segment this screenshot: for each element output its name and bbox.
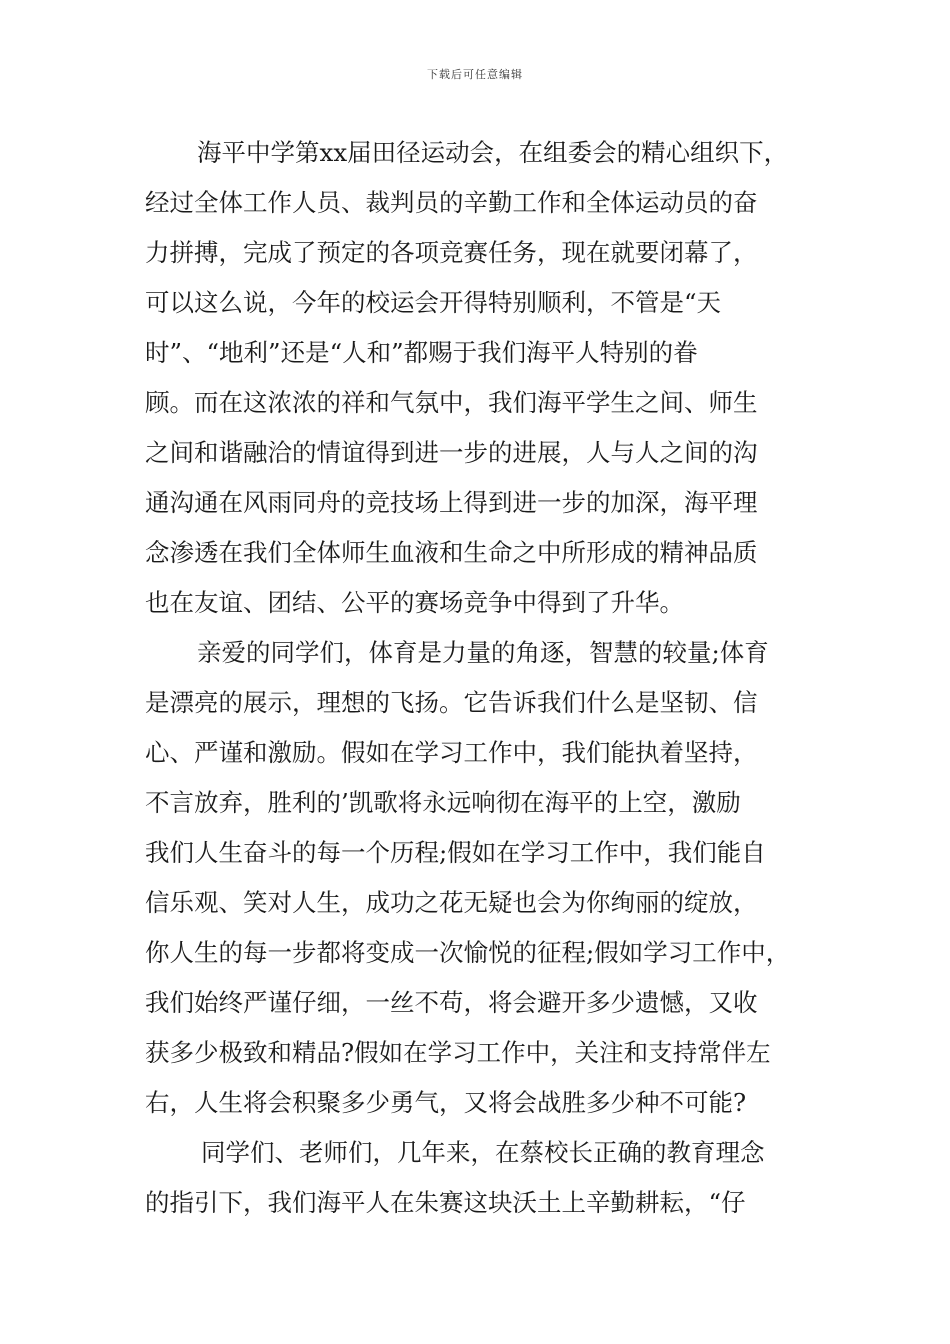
text-line: 获多少极致和精品?假如在学习工作中，关注和支持常伴左 [145, 1038, 771, 1067]
text-line: 顾。而在这浓浓的祥和气氛中，我们海平学生之间、师生 [145, 388, 758, 417]
text-line: 念渗透在我们全体师生血液和生命之中所形成的精神品质 [145, 538, 758, 567]
text-line: 心、严谨和激励。假如在学习工作中，我们能执着坚持， [145, 738, 758, 767]
document-body [145, 128, 825, 1228]
paragraph-3 [145, 1128, 825, 1228]
text-line: 我们始终严谨仔细，一丝不苟，将会避开多少遗憾，又收 [145, 988, 758, 1017]
text-line: 通沟通在风雨同舟的竞技场上得到进一步的加深，海平理 [145, 488, 758, 517]
paragraph-1 [145, 128, 825, 628]
text-line: 是漂亮的展示，理想的飞扬。它告诉我们什么是坚韧、信 [145, 688, 758, 717]
text-line: 同学们、老师们，几年来，在蔡校长正确的教育理念 [201, 1138, 765, 1167]
text-line: 时”、“地利”还是“人和”都赐于我们海平人特别的眷 [145, 338, 698, 367]
text-line: 你人生的每一步都将变成一次愉悦的征程;假如学习工作中， [145, 938, 791, 967]
text-line: 不言放弃，胜利的’凯歌将永远响彻在海平的上空，激励 [145, 788, 741, 817]
paragraph-2 [145, 628, 825, 1128]
text-line: 我们人生奋斗的每一个历程;假如在学习工作中，我们能自 [145, 838, 766, 867]
text-line: 之间和谐融洽的情谊得到进一步的进展，人与人之间的沟 [145, 438, 758, 467]
text-line: 经过全体工作人员、裁判员的辛勤工作和全体运动员的奋 [145, 188, 758, 217]
text-line: 的指引下，我们海平人在朱赛这块沃土上辛勤耕耘，“仔 [145, 1188, 746, 1217]
text-line: 亲爱的同学们，体育是力量的角逐，智慧的较量;体育 [197, 638, 769, 667]
header-note: 下载后可任意编辑 [427, 68, 523, 81]
text-line: 海平中学第xx届田径运动会，在组委会的精心组织下， [197, 138, 789, 167]
text-line: 可以这么说，今年的校运会开得特别顺利，不管是“天 [145, 288, 722, 317]
text-line: 也在友谊、团结、公平的赛场竞争中得到了升华。 [145, 588, 684, 617]
text-line: 信乐观、笑对人生，成功之花无疑也会为你绚丽的绽放， [145, 888, 758, 917]
text-line: 右，人生将会积聚多少勇气，又将会战胜多少种不可能? [145, 1088, 747, 1117]
text-line: 力拼搏，完成了预定的各项竞赛任务，现在就要闭幕了， [145, 238, 758, 267]
